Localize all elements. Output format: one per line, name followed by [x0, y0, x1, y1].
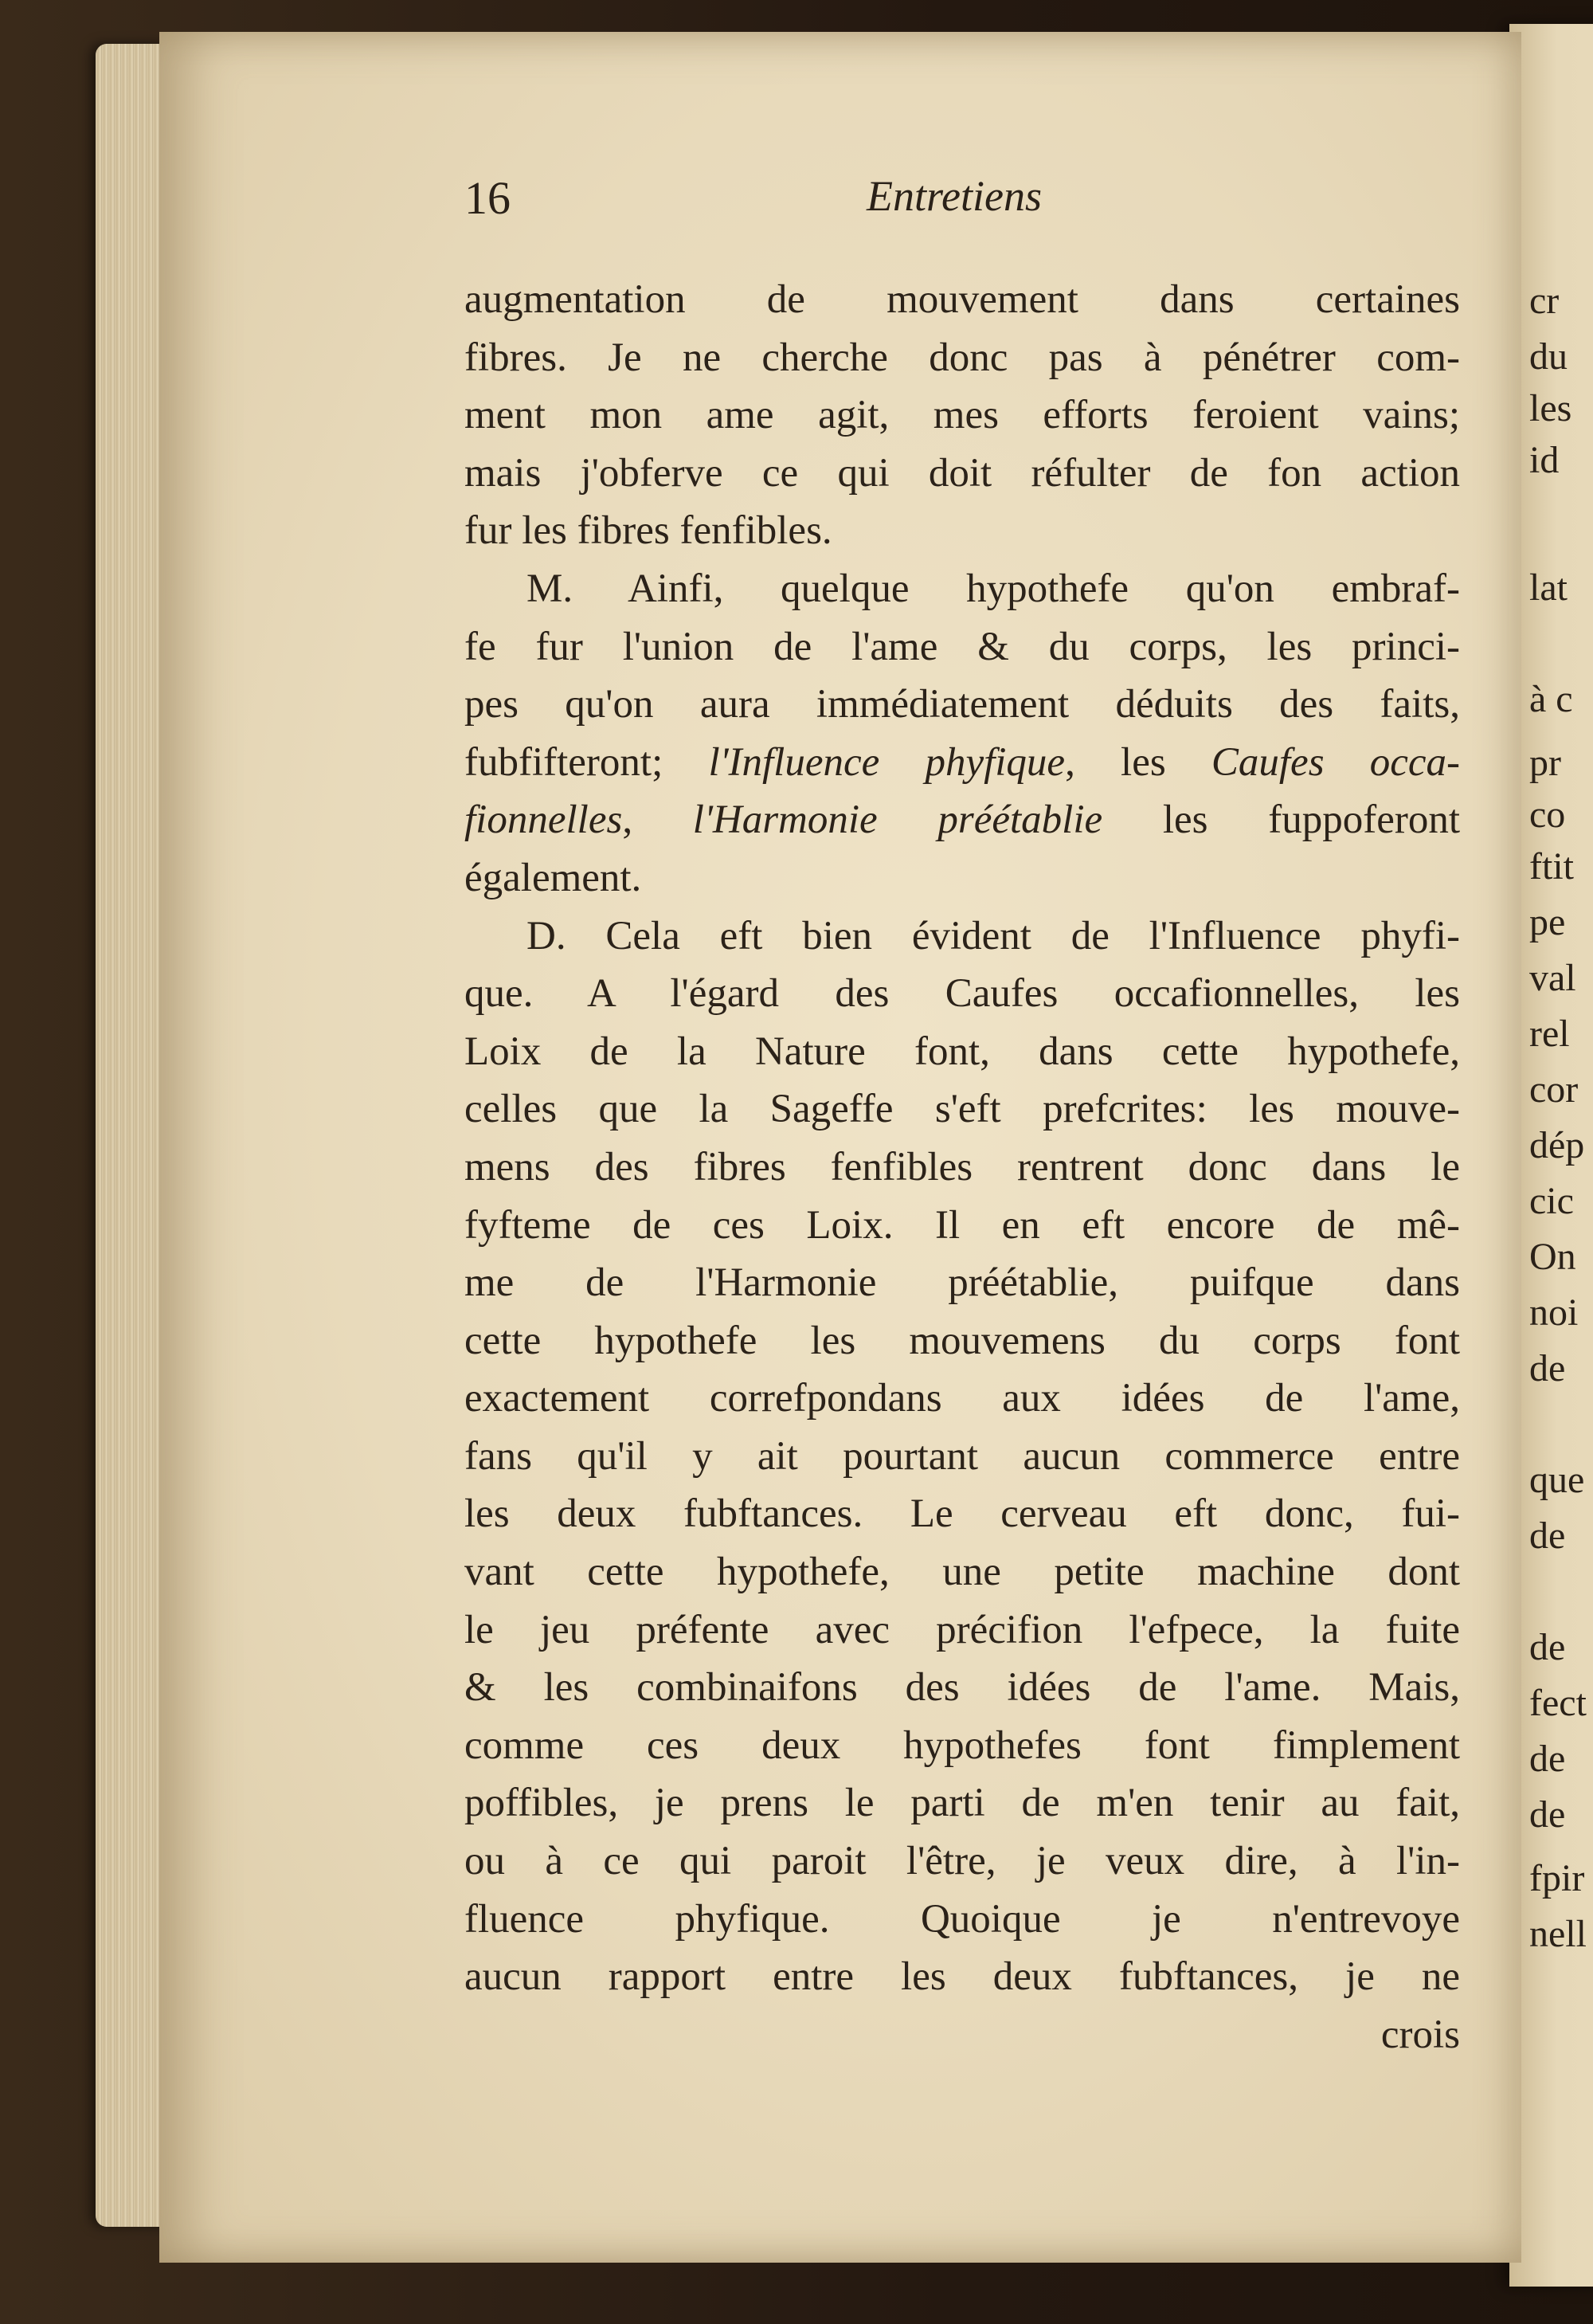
facing-page-fragment: de [1529, 1793, 1566, 1836]
text-line: ou à ce qui paroit l'être, je veux dire, à l'in- [464, 1839, 1460, 1884]
facing-page-fragment: co [1529, 794, 1566, 836]
facing-page-fragment: cor [1529, 1068, 1579, 1111]
facing-page-fragment: lat [1529, 566, 1568, 609]
text-line: pes qu'on aura immédiatement déduits des faits, [464, 682, 1460, 727]
italic-text: l'Influence phyfique [708, 739, 1066, 785]
facing-page-fragment: pe [1529, 901, 1566, 943]
text-line: que. A l'égard des Caufes occafionnelles, les [464, 971, 1460, 1017]
text-run: les fuppoferont [1102, 798, 1460, 843]
facing-page-fragment: On [1529, 1236, 1576, 1278]
text-run: , les [1065, 739, 1211, 785]
text-line: fe fur l'union de l'ame & du corps, les princi- [464, 624, 1460, 669]
text-line: également. [464, 855, 642, 900]
facing-page-fragment: que [1529, 1459, 1585, 1501]
text-line: augmentation de mouvement dans certaines [464, 277, 1460, 322]
facing-page-fragment: de [1529, 1738, 1566, 1780]
text-line: fibres. Je ne cherche donc pas à pénétrer com- [464, 335, 1460, 380]
text-line: & les combinaifons des idées de l'ame. Mais, [464, 1665, 1460, 1711]
text-line: vant cette hypothefe, une petite machine dont [464, 1550, 1460, 1595]
facing-page-fragment: val [1529, 957, 1576, 999]
facing-page-fragment: fpir [1529, 1857, 1585, 1899]
text-line [464, 734, 1460, 792]
text-line: cette hypothefe les mouvemens du corps font [464, 1318, 1460, 1363]
facing-page-fragment: fect [1529, 1682, 1587, 1724]
facing-page-fragment: à c [1529, 678, 1573, 720]
page-number: 16 [464, 172, 511, 224]
facing-page-fragment: du [1529, 335, 1568, 378]
facing-page-fragment: de [1529, 1626, 1566, 1668]
text-run: fubfifteront; [464, 739, 709, 785]
text-line: exactement correfpondans aux idées de l'ame, [464, 1376, 1460, 1421]
facing-page-fragment: les [1529, 387, 1572, 429]
text-line: comme ces deux hypothefes font fimplement [464, 1722, 1460, 1768]
text-line: D. Cela eft bien évident de l'Influence phyfi- [526, 913, 1460, 958]
text-line [464, 791, 1460, 849]
text-line: crois [1380, 2012, 1460, 2057]
facing-page-fragment: de [1529, 1347, 1566, 1389]
text-line: Loix de la Nature font, dans cette hypothefe, [464, 1029, 1460, 1074]
text-line: fluence phyfique. Quoique je n'entrevoye [464, 1896, 1460, 1942]
text-line: celles que la Sageffe s'eft prefcrites: les mouve- [464, 1087, 1460, 1132]
text-line: poffibles, je prens le parti de m'en tenir au fait, [464, 1781, 1460, 1826]
facing-page-fragment: pr [1529, 742, 1561, 784]
facing-page-fragment: id [1529, 439, 1560, 481]
text-line: fans qu'il y ait pourtant aucun commerce entre [464, 1433, 1460, 1479]
text-line: les deux fubftances. Le cerveau eft donc, fui- [464, 1491, 1460, 1537]
text-line: fyfteme de ces Loix. Il en eft encore de mê- [464, 1202, 1460, 1248]
text-line: le jeu préfente avec précifion l'efpece, la fuite [464, 1607, 1460, 1652]
italic-text: l'Harmonie préétablie [692, 798, 1103, 843]
facing-page-fragment: cic [1529, 1180, 1574, 1222]
facing-page-fragment: rel [1529, 1013, 1570, 1055]
facing-page-fragment: de [1529, 1515, 1566, 1557]
italic-text: fionnelles [464, 798, 623, 843]
text-line: ment mon ame agit, mes efforts feroient vains; [464, 393, 1460, 438]
running-head: Entretiens [867, 172, 1042, 220]
italic-text: Caufes occa- [1211, 739, 1460, 785]
facing-page-fragment: cr [1529, 280, 1560, 322]
text-run: , [622, 798, 693, 843]
facing-page-fragment: ftit [1529, 845, 1574, 888]
facing-page-fragment: nell [1529, 1913, 1587, 1955]
body-text [464, 271, 1460, 2063]
page-header [464, 171, 1460, 243]
text-line: me de l'Harmonie préétablie, puifque dans [464, 1260, 1460, 1306]
text-line: M. Ainfi, quelque hypothefe qu'on embraf- [526, 566, 1460, 611]
text-line: mais j'obferve ce qui doit réfulter de fon action [464, 450, 1460, 496]
facing-page [1509, 24, 1593, 2287]
text-line: mens des fibres fenfibles rentrent donc dans le [464, 1144, 1460, 1189]
facing-page-fragment: noi [1529, 1291, 1579, 1334]
text-line: aucun rapport entre les deux fubftances, je ne [464, 1954, 1460, 2000]
facing-page-fragment: dép [1529, 1124, 1585, 1166]
text-line: fur les fibres fenfibles. [464, 508, 832, 554]
